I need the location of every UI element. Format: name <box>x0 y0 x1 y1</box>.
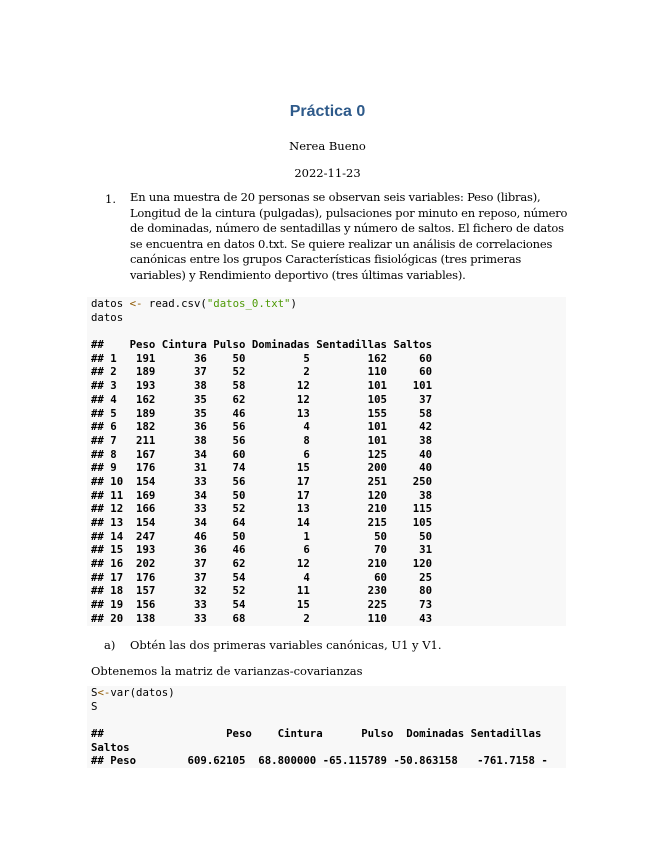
output-header-wrap: Saltos <box>91 740 130 754</box>
table-row: ## 8 167 34 60 6 125 40 <box>91 447 433 461</box>
date: 2022-11-23 <box>294 166 361 180</box>
output-rows <box>87 352 566 626</box>
subquestion-text: Obtén las dos primeras variables canónicas, U1 y V1. <box>130 638 442 652</box>
table-row: ## 13 154 34 64 14 215 105 <box>91 516 433 529</box>
table-row: ## 1 191 36 50 5 162 60 <box>91 351 433 365</box>
table-row: ## 14 247 46 50 1 50 50 <box>91 529 433 543</box>
table-row: ## 16 202 37 62 12 210 120 <box>91 557 433 571</box>
table-row: ## 7 211 38 56 8 101 38 <box>91 433 433 447</box>
output-header: ## Peso Cintura Pulso Dominadas Sentadillas Saltos <box>91 338 433 352</box>
table-row: ## 5 189 35 46 13 155 58 <box>91 406 433 420</box>
table-row: ## 11 169 34 50 17 120 38 <box>91 488 433 502</box>
code-line: datos <- read.csv("datos_0.txt") <box>91 297 297 310</box>
blank-line <box>87 713 566 727</box>
blank-line <box>87 324 566 338</box>
table-row: ## 12 166 33 52 13 210 115 <box>91 502 433 516</box>
table-row: ## 15 193 36 46 6 70 31 <box>91 543 433 557</box>
table-row: ## 18 157 32 52 11 230 80 <box>91 584 433 598</box>
table-row: ## 4 162 35 62 12 105 37 <box>91 392 433 406</box>
table-row: ## 20 138 33 68 2 110 43 <box>91 611 433 625</box>
code-line: S <box>91 699 98 713</box>
question-text: En una muestra de 20 personas se observan seis variables: Peso (libras), Longitud de la cintura (pulgadas), pulsaciones por minuto en reposo, número de dominadas, número de sentadillas y número de saltos. El fichero de datos se encuentra en datos 0.txt. Se quiere realizar un análisis de correlaciones canónicas entre los grupos Características fisiológicas (tres primeras variables) y Rendimiento deportivo (tres últimas variables). <box>130 190 568 282</box>
table-row: ## 2 189 37 52 2 110 60 <box>91 365 433 379</box>
subquestion-label: a) <box>104 638 116 652</box>
table-row: ## 9 176 31 74 15 200 40 <box>91 461 433 475</box>
code-line: datos <box>91 310 124 324</box>
output-row: ## Peso 609.62105 68.800000 -65.115789 -50.863158 -761.7158 - <box>91 754 548 768</box>
code-block-var[interactable] <box>87 686 566 768</box>
code-line: S<-var(datos) <box>91 686 175 699</box>
output-header: ## Peso Cintura Pulso Dominadas Sentadillas <box>91 727 542 741</box>
code-block-read-data[interactable] <box>87 297 566 626</box>
question-number: 1. <box>105 192 116 206</box>
table-row: ## 17 176 37 54 4 60 25 <box>91 570 433 584</box>
table-row: ## 6 182 36 56 4 101 42 <box>91 420 433 434</box>
paragraph: Obtenemos la matriz de varianzas-covarianzas <box>91 664 363 678</box>
author: Nerea Bueno <box>289 139 366 153</box>
table-row: ## 3 193 38 58 12 101 101 <box>91 379 433 393</box>
table-row: ## 19 156 33 54 15 225 73 <box>91 598 433 612</box>
page-title: Práctica 0 <box>289 103 366 120</box>
table-row: ## 10 154 33 56 17 251 250 <box>91 474 433 488</box>
